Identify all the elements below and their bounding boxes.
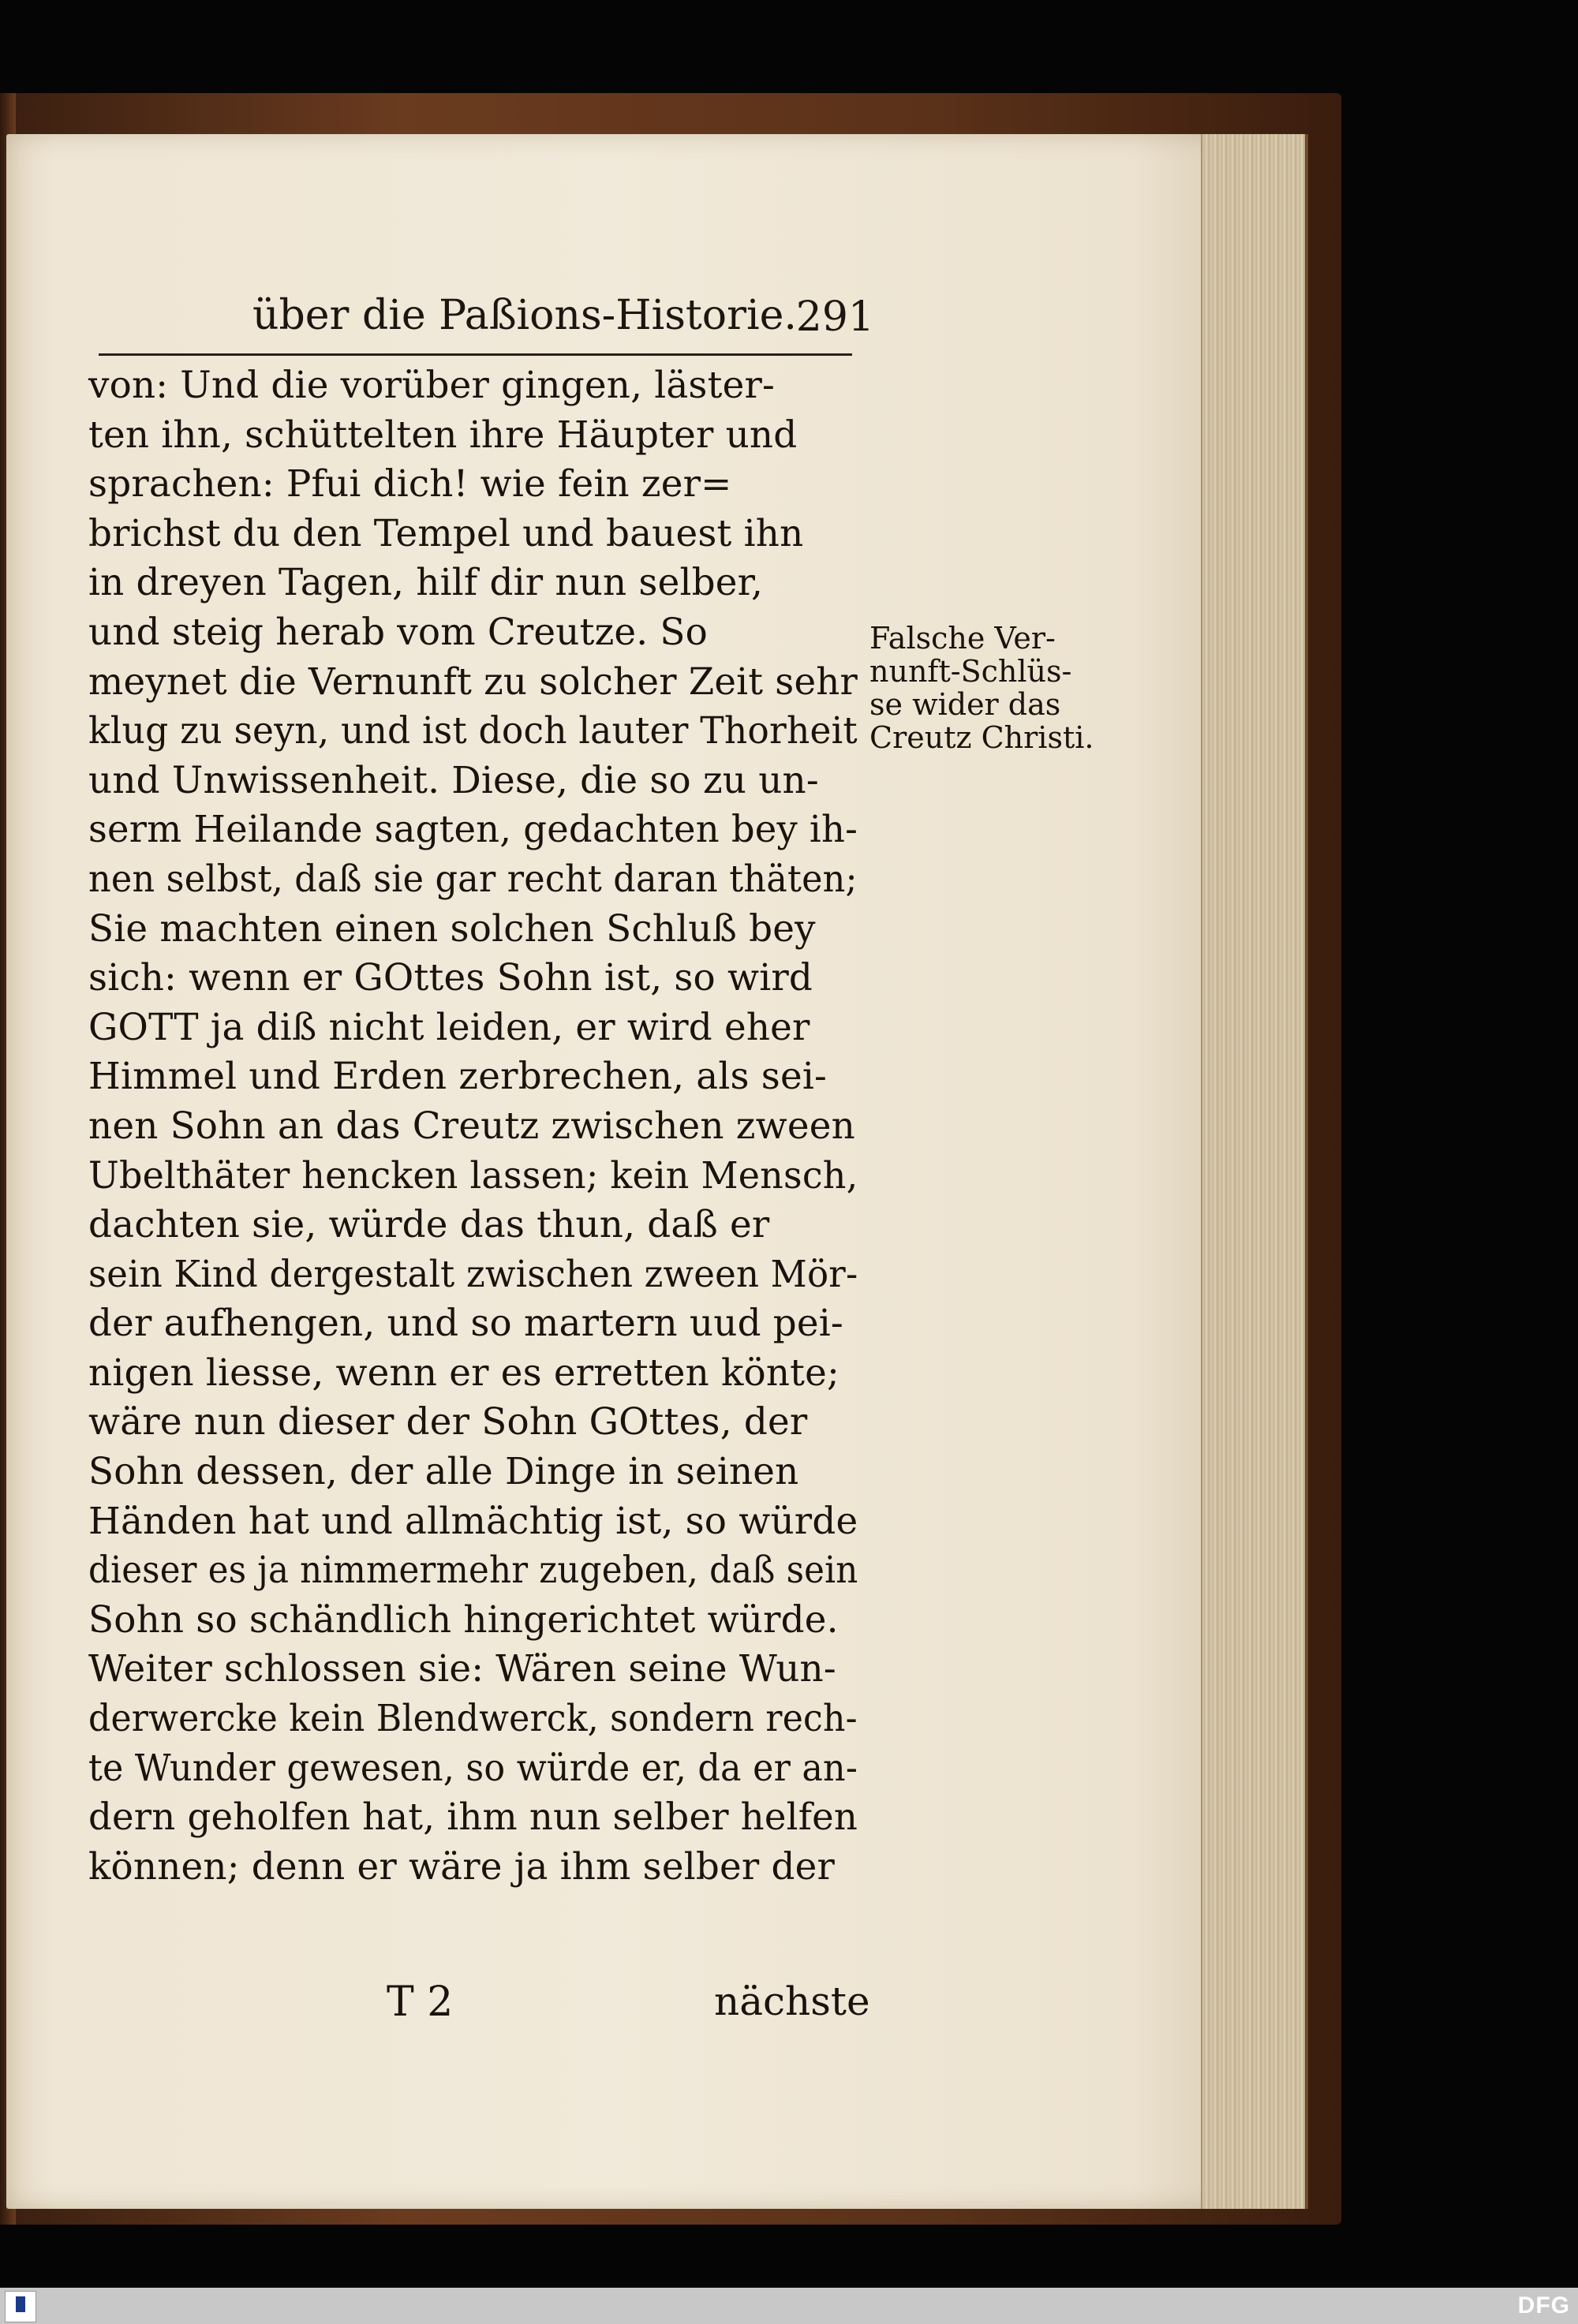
running-head: über die Paßions-Historie. <box>252 292 797 339</box>
text-line: können; denn er wäre ja ihm selber der <box>88 1844 836 1889</box>
marginal-note-line: nunft-Schlüs- <box>869 654 1072 689</box>
text-line: derwercke kein Blendwerck, sondern rech- <box>88 1697 858 1741</box>
text-line: ten ihn, schüttelten ihre Häupter und <box>88 413 798 457</box>
text-line: und steig herab vom Creutze. So <box>88 610 709 654</box>
text-line: der aufhengen, und so martern uud pei- <box>88 1302 843 1346</box>
viewer-footer-bar <box>0 2288 1578 2324</box>
text-line: serm Heilande sagten, gedachten bey ih- <box>88 808 858 852</box>
text-line: in dreyen Tagen, hilf dir nun selber, <box>88 561 764 605</box>
text-line: dern geholfen hat, ihm nun selber helfen <box>88 1795 858 1840</box>
text-line: von: Und die vorüber gingen, läster- <box>88 364 776 407</box>
library-logo-icon[interactable] <box>5 2291 36 2322</box>
bleed-through <box>888 1029 897 1063</box>
signature-mark: T 2 <box>387 1978 454 2026</box>
marginal-note <box>869 622 1106 754</box>
text-line: klug zu seyn, und ist doch lauter Thorheit <box>88 709 858 753</box>
catchword: nächste <box>714 1978 870 2024</box>
text-line: Händen hat und allmächtig ist, so würde <box>88 1499 858 1543</box>
text-line: Sie machten einen solchen Schluß bey <box>88 906 816 951</box>
marginal-note-line: se wider das <box>869 687 1061 722</box>
text-line: nen selbst, daß sie gar recht daran thäten; <box>88 857 858 901</box>
text-line: sein Kind dergestalt zwischen zween Mör- <box>88 1252 858 1296</box>
page-number: 291 <box>795 293 874 341</box>
text-line: Sohn dessen, der alle Dinge in seinen <box>88 1450 799 1494</box>
marginal-note-line: Falsche Ver- <box>869 621 1056 656</box>
dfg-logo: DFG <box>1517 2292 1570 2318</box>
page-edges <box>1201 134 1308 2209</box>
marginal-note-line: Creutz Christi. <box>869 720 1094 755</box>
text-line: Himmel und Erden zerbrechen, als sei- <box>88 1055 828 1099</box>
text-line: nen Sohn an das Creutz zwischen zween <box>88 1104 855 1148</box>
text-line: dachten sie, würde das thun, daß er <box>88 1203 770 1247</box>
text-line: wäre nun dieser der Sohn GOttes, der <box>88 1400 808 1444</box>
text-line: sprachen: Pfui dich! wie fein zer= <box>88 462 732 506</box>
body-text <box>88 361 862 1892</box>
text-line: Weiter schlossen sie: Wären seine Wun- <box>88 1647 836 1691</box>
text-line: meynet die Vernunft zu solcher Zeit sehr <box>88 659 858 704</box>
text-line: nigen liesse, wenn er es erretten könte; <box>88 1351 840 1395</box>
text-line: Ubelthäter hencken lassen; kein Mensch, <box>88 1153 858 1197</box>
header-rule <box>99 353 852 356</box>
text-line: GOTT ja diß nicht leiden, er wird eher <box>88 1005 810 1049</box>
text-line: te Wunder gewesen, so würde er, da er an- <box>88 1746 858 1790</box>
text-line: brichst du den Tempel und bauest ihn <box>88 511 804 555</box>
text-line: dieser es ja nimmermehr zugeben, daß sein <box>88 1549 858 1593</box>
text-line: sich: wenn er GOttes Sohn ist, so wird <box>88 956 813 1000</box>
text-line: Sohn so schändlich hingerichtet würde. <box>88 1597 839 1642</box>
text-line: und Unwissenheit. Diese, die so zu un- <box>88 758 819 802</box>
